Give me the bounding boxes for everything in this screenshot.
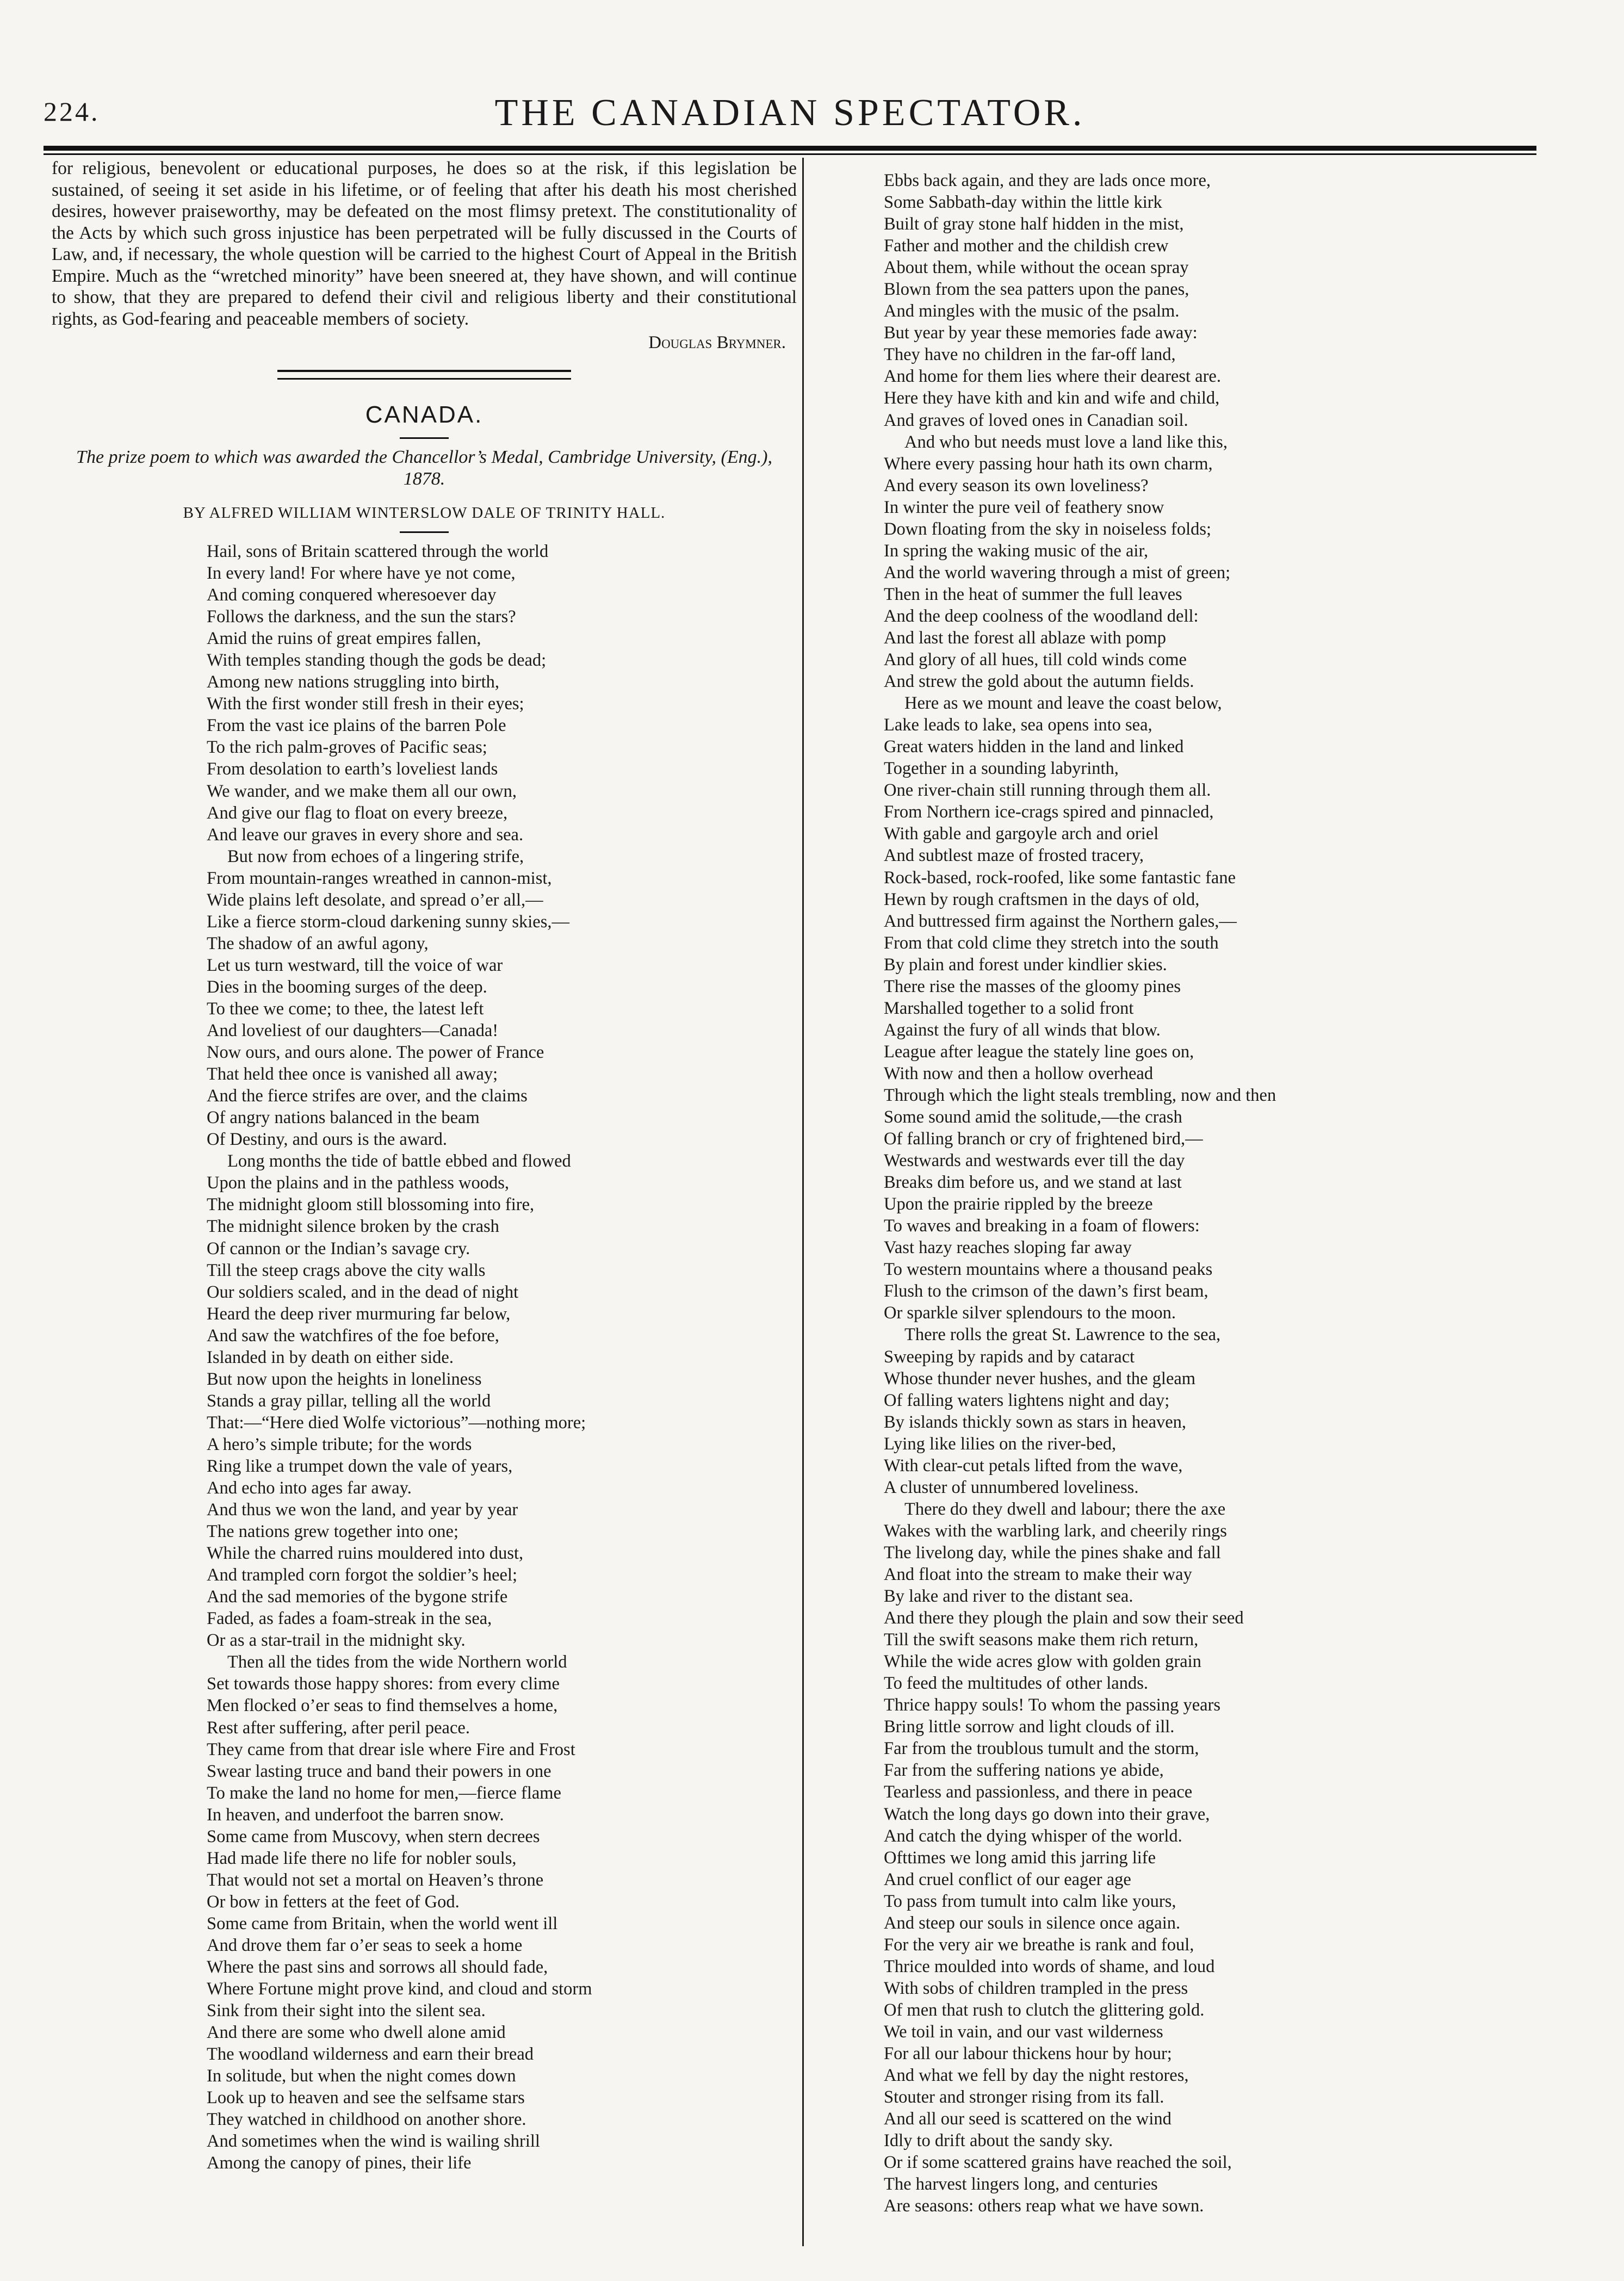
poem-line: Some sound amid the solitude,—the crash (884, 1107, 1182, 1127)
poem-line: Down floating from the sky in noiseless folds; (884, 519, 1212, 539)
poem-line: Some Sabbath-day within the little kirk (884, 193, 1162, 213)
poem-line: And drove them far o’er seas to seek a home (207, 1936, 523, 1955)
poem-line: Through which the light steals trembling, now and then (884, 1085, 1276, 1105)
poem-line: Of cannon or the Indian’s savage cry. (207, 1238, 470, 1259)
poem-line: Now ours, and ours alone. The power of France (207, 1043, 544, 1063)
poem-line: Or as a star-trail in the midnight sky. (207, 1631, 466, 1651)
poem-line: That:—“Here died Wolfe victorious”—nothing more; (207, 1412, 586, 1433)
left-column (52, 158, 797, 2174)
poem-line: While the charred ruins mouldered into dust, (207, 1544, 524, 1564)
poem-line: And who but needs must love a land like this, (904, 432, 1228, 452)
poem-line: By lake and river to the distant sea. (884, 1586, 1133, 1607)
poem-line: That would not set a mortal on Heaven’s throne (207, 1870, 544, 1890)
poem-line: And cruel conflict of our eager age (884, 1869, 1131, 1889)
poem-line: And there they plough the plain and sow their seed (884, 1608, 1244, 1628)
poem-line: They watched in childhood on another shore. (207, 2110, 526, 2130)
poem-line: To make the land no home for men,—fierce flame (207, 1783, 561, 1803)
poem-line: By plain and forest under kindlier skies. (884, 954, 1167, 975)
poem-line: Great waters hidden in the land and linked (884, 737, 1184, 757)
poem-line: Far from the troublous tumult and the storm, (884, 1739, 1199, 1759)
poem-line: But now upon the heights in loneliness (207, 1369, 482, 1389)
poem-line: From mountain-ranges wreathed in cannon-mist, (207, 868, 552, 888)
poem-line: Thrice happy souls! To whom the passing years (884, 1695, 1221, 1715)
poem-line: And graves of loved ones in Canadian soil. (884, 410, 1188, 430)
poem-line: The livelong day, while the pines shake and fall (884, 1542, 1221, 1563)
poem-line: Faded, as fades a foam-streak in the sea, (207, 1609, 492, 1629)
page-number: 224. (44, 96, 100, 127)
poem-line: Like a fierce storm-cloud darkening sunny skies,— (207, 912, 569, 932)
poem-line: One river-chain still running through them all. (884, 780, 1211, 801)
poem-line: To waves and breaking in a foam of flowers: (884, 1216, 1200, 1236)
poem-line: In solitude, but when the night comes down (207, 2066, 516, 2086)
poem-line: Of falling branch or cry of frightened bird,— (884, 1129, 1203, 1149)
poem-line: Tearless and passionless, and there in peace (884, 1782, 1193, 1802)
poem-line: And give our flag to float on every breeze, (207, 803, 508, 823)
poem-line: For all our labour thickens hour by hour; (884, 2044, 1172, 2064)
poem-line: Are seasons: others reap what we have sown. (884, 2196, 1204, 2216)
poem-line: Upon the prairie rippled by the breeze (884, 1194, 1153, 1214)
poem-line: And every season its own loveliness? (884, 475, 1149, 495)
poem-left-column (207, 541, 797, 2174)
poem-line: Swear lasting truce and band their powers in one (207, 1761, 551, 1781)
poem-line: Together in a sounding labyrinth, (884, 759, 1119, 779)
poem-line: Lying like lilies on the river-bed, (884, 1434, 1117, 1454)
poem-line: A hero’s simple tribute; for the words (207, 1434, 472, 1454)
poem-line: The midnight gloom still blossoming into fire, (207, 1195, 535, 1215)
poem-line: Stands a gray pillar, telling all the world (207, 1391, 491, 1411)
article-paragraph: for religious, benevolent or educational purposes, he does so at the risk, if this legislation be sustained, of seeing it set aside in his lifetime, or of feeling that after his death his most cherished desires, however praiseworthy, may be defeated on the most flimsy pretext. The constitutionality of the Acts by which such gross injustice has been perpetrated will be fully discussed in the Courts of Law, and, if necessary, the whole question will be carried to the highest Court of Appeal in the British Empire. Much as the “wretched minority” have been sneered at, they have shown, and will continue to show, that they are prepared to defend their civil and religious liberty and their constitutional rights, as God-fearing and peaceable members of society. (52, 158, 797, 329)
poem-line: That held thee once is vanished all away; (207, 1064, 498, 1084)
poem-line: And the world wavering through a mist of green; (884, 562, 1231, 582)
poem-right-column (884, 170, 1596, 2217)
poem-line: Where every passing hour hath its own charm, (884, 454, 1213, 474)
poem-line: Flush to the crimson of the dawn’s first beam, (884, 1281, 1208, 1301)
poem-line: In heaven, and underfoot the barren snow. (207, 1805, 504, 1825)
poem-line: Hewn by rough craftsmen in the days of old, (884, 889, 1200, 909)
poem-line: From that cold clime they stretch into the south (884, 933, 1219, 953)
poem-line: Against the fury of all winds that blow. (884, 1020, 1161, 1040)
poem-line: In spring the waking music of the air, (884, 541, 1149, 561)
poem-line: Ebbs back again, and they are lads once more, (884, 171, 1211, 190)
poem-line: Of falling waters lightens night and day; (884, 1390, 1170, 1410)
poem-line: To western mountains where a thousand peaks (884, 1260, 1213, 1280)
poem-line: Upon the plains and in the pathless woods, (207, 1173, 510, 1193)
poem-line: Stouter and stronger rising from its fall. (884, 2087, 1164, 2108)
poem-line: By islands thickly sown as stars in heaven, (884, 1412, 1187, 1432)
byline-rule (400, 531, 449, 533)
poem-line: To the rich palm-groves of Pacific seas; (207, 737, 487, 758)
poem-line: Men flocked o’er seas to find themselves a home, (207, 1696, 558, 1716)
poem-line: Whose thunder never hushes, and the gleam (884, 1368, 1196, 1389)
column-divider (802, 158, 804, 2246)
poem-line: Watch the long days go down into their grave, (884, 1804, 1210, 1824)
poem-line: Heard the deep river murmuring far below, (207, 1304, 511, 1324)
poem-line: Far from the suffering nations ye abide, (884, 1761, 1164, 1781)
poem-line: And coming conquered wheresoever day (207, 585, 497, 605)
article-continuation (52, 158, 797, 330)
poem-line: Rock-based, rock-roofed, like some fantastic fane (884, 867, 1236, 888)
poem-line: From desolation to earth’s loveliest lands (207, 759, 498, 779)
poem-line: There do they dwell and labour; there the axe (904, 1499, 1226, 1519)
poem-line: With the first wonder still fresh in their eyes; (207, 694, 524, 714)
poem-line: And echo into ages far away. (207, 1478, 412, 1498)
poem-line: Bring little sorrow and light clouds of ill. (884, 1717, 1175, 1737)
poem-line: We wander, and we make them all our own, (207, 781, 517, 801)
poem-line: We toil in vain, and our vast wilderness (884, 2022, 1163, 2042)
poem-line: Idly to drift about the sandy sky. (884, 2131, 1113, 2151)
poem-line: Long months the tide of battle ebbed and flowed (227, 1151, 571, 1172)
poem-line: Sink from their sight into the silent sea. (207, 2001, 486, 2021)
poem-line: Among new nations struggling into birth, (207, 672, 500, 692)
poem-line: The shadow of an awful agony, (207, 933, 429, 953)
poem-line: They have no children in the far-off land, (884, 345, 1176, 365)
poem-line: There rise the masses of the gloomy pines (884, 976, 1181, 996)
poem-line: Hail, sons of Britain scattered through the world (207, 542, 549, 561)
poem-line: But year by year these memories fade away: (884, 323, 1198, 343)
poem-line: And the sad memories of the bygone strife (207, 1587, 508, 1607)
poem-line: They came from that drear isle where Fire and Frost (207, 1739, 575, 1759)
poem-line: Till the swift seasons make them rich return, (884, 1630, 1199, 1650)
poem-line: Father and mother and the childish crew (884, 236, 1169, 256)
poem-line: The woodland wilderness and earn their bread (207, 2044, 534, 2065)
poem-line: Where Fortune might prove kind, and cloud and storm (207, 1979, 592, 1999)
poem-line: And leave our graves in every shore and sea. (207, 825, 524, 845)
poem-line: And steep our souls in silence once again. (884, 1913, 1181, 1933)
poem-line: And glory of all hues, till cold winds come (884, 650, 1187, 670)
poem-line: A cluster of unnumbered loveliness. (884, 1477, 1139, 1497)
poem-line: Wide plains left desolate, and spread o’er all,— (207, 890, 543, 910)
poem-title: CANADA. (365, 401, 484, 428)
poem-line: Rest after suffering, after peril peace. (207, 1718, 470, 1738)
poem-line: And mingles with the music of the psalm. (884, 301, 1180, 321)
poem-line: Of men that rush to clutch the glittering gold. (884, 2000, 1205, 2020)
poem-line: Breaks dim before us, and we stand at last (884, 1173, 1182, 1193)
poem-line: Amid the ruins of great empires fallen, (207, 629, 481, 649)
poem-line: And float into the stream to make their way (884, 1565, 1192, 1584)
poem-line: About them, while without the ocean spray (884, 258, 1189, 278)
poem-line: And buttressed firm against the Northern gales,— (884, 911, 1237, 931)
poem-line: Among the canopy of pines, their life (207, 2153, 472, 2173)
poem-line: Lake leads to lake, sea opens into sea, (884, 715, 1152, 735)
poem-line: Of Destiny, and ours is the award. (207, 1130, 447, 1150)
poem-line: With gable and gargoyle arch and oriel (884, 824, 1159, 844)
page-header (44, 91, 1536, 140)
poem-line: Thrice moulded into words of shame, and loud (884, 1956, 1215, 1976)
poem-line: And home for them lies where their dearest are. (884, 367, 1221, 387)
poem-line: To thee we come; to thee, the latest left (207, 999, 484, 1019)
poem-line: And there are some who dwell alone amid (207, 2023, 506, 2043)
poem-line: Some came from Muscovy, when stern decrees (207, 1826, 540, 1846)
poem-line: Where the past sins and sorrows all should fade, (207, 1957, 548, 1978)
poem-line: From the vast ice plains of the barren Pole (207, 716, 506, 736)
poem-line: League after league the stately line goes on, (884, 1042, 1194, 1062)
poem-subtitle: The prize poem to which was awarded the Chancellor’s Medal, Cambridge University, (Eng.), 1878. (76, 447, 772, 489)
poem-line: With clear-cut petals lifted from the wave, (884, 1455, 1183, 1476)
poem-line: Vast hazy reaches sloping far away (884, 1238, 1132, 1258)
poem-line: With now and then a hollow overhead (884, 1063, 1154, 1083)
poem-line: Built of gray stone half hidden in the mist, (884, 214, 1184, 234)
poem-line: There rolls the great St. Lawrence to the sea, (904, 1325, 1221, 1345)
poem-line: Ring like a trumpet down the vale of years, (207, 1456, 513, 1476)
header-rule (44, 146, 1536, 151)
poem-line: And last the forest all ablaze with pomp (884, 628, 1166, 648)
poem-line: With temples standing though the gods be dead; (207, 650, 547, 671)
poem-line: But now from echoes of a lingering strife, (227, 846, 524, 866)
poem-line: Or if some scattered grains have reached the soil, (884, 2153, 1232, 2173)
poem-line: Follows the darkness, and the sun the stars? (207, 607, 516, 627)
poem-line: To pass from tumult into calm like yours, (884, 1891, 1176, 1911)
poem-line: Set towards those happy shores: from every clime (207, 1674, 560, 1694)
right-column (840, 158, 1596, 2217)
poem-line: While the wide acres glow with golden grain (884, 1652, 1201, 1672)
poem-line: Let us turn westward, till the voice of war (207, 955, 503, 975)
poem-line: Here they have kith and kin and wife and child, (884, 388, 1220, 408)
masthead: THE CANADIAN SPECTATOR. (494, 92, 1086, 134)
poem-line: And the deep coolness of the woodland dell: (884, 606, 1199, 626)
poem-line: Wakes with the warbling lark, and cheerily rings (884, 1521, 1227, 1541)
poem-line: For the very air we breathe is rank and foul, (884, 1935, 1194, 1955)
poem-line: Look up to heaven and see the selfsame stars (207, 2088, 525, 2108)
poem-line: Or sparkle silver splendours to the moon. (884, 1303, 1176, 1323)
section-separator (277, 370, 571, 380)
poem-line: Dies in the booming surges of the deep. (207, 977, 487, 997)
poem-line: Had made life there no life for nobler souls, (207, 1848, 517, 1868)
poem-line: Ofttimes we long amid this jarring life (884, 1848, 1156, 1868)
poem-line: Here as we mount and leave the coast below, (904, 693, 1222, 714)
poem-line: Then in the heat of summer the full leaves (884, 584, 1182, 604)
poem-line: The harvest lingers long, and centuries (884, 2174, 1158, 2195)
poem-line: Westwards and westwards ever till the day (884, 1151, 1185, 1171)
author-signature: Douglas Brymner. (648, 333, 786, 352)
poem-line: Some came from Britain, when the world went ill (207, 1913, 558, 1933)
poem-line: From Northern ice-crags spired and pinnacled, (884, 802, 1214, 822)
poem-line: The nations grew together into one; (207, 1522, 458, 1542)
poem-line: In winter the pure veil of feathery snow (884, 497, 1164, 517)
poem-line: Islanded in by death on either side. (207, 1347, 454, 1367)
poem-line: Of angry nations balanced in the beam (207, 1108, 480, 1128)
poem-line: And strew the gold about the autumn fields. (884, 672, 1194, 692)
poem-line: Or bow in fetters at the feet of God. (207, 1892, 460, 1912)
title-rule (400, 437, 449, 439)
poem-line: And subtlest maze of frosted tracery, (884, 846, 1144, 866)
poem-line: Marshalled together to a solid front (884, 998, 1134, 1018)
poem-line: And sometimes when the wind is wailing shrill (207, 2131, 540, 2152)
poem-line: The midnight silence broken by the crash (207, 1217, 499, 1237)
poem-line: In every land! For where have ye not come, (207, 563, 516, 584)
poem-line: And what we fell by day the night restores, (884, 2066, 1189, 2086)
poem-line: With sobs of children trampled in the press (884, 1978, 1188, 1998)
poem-line: And trampled corn forgot the soldier’s heel; (207, 1565, 518, 1585)
poem-line: Then all the tides from the wide Northern world (227, 1652, 567, 1672)
poem-line: And the fierce strifes are over, and the claims (207, 1086, 528, 1106)
poem-line: Our soldiers scaled, and in the dead of night (207, 1282, 519, 1302)
header-rule-thin (44, 153, 1536, 155)
poem-byline: BY ALFRED WILLIAM WINTERSLOW DALE OF TRINITY HALL. (183, 504, 666, 522)
poem-line: And catch the dying whisper of the world. (884, 1826, 1182, 1846)
poem-line: Blown from the sea patters upon the panes, (884, 280, 1189, 300)
poem-line: And saw the watchfires of the foe before, (207, 1325, 499, 1346)
poem-line: And all our seed is scattered on the wind (884, 2109, 1171, 2129)
poem-line: To feed the multitudes of other lands. (884, 1673, 1149, 1694)
poem-line: Sweeping by rapids and by cataract (884, 1347, 1135, 1367)
poem-line: And loveliest of our daughters—Canada! (207, 1021, 499, 1041)
poem-line: Till the steep crags above the city walls (207, 1260, 486, 1280)
poem-line: And thus we won the land, and year by year (207, 1500, 518, 1520)
